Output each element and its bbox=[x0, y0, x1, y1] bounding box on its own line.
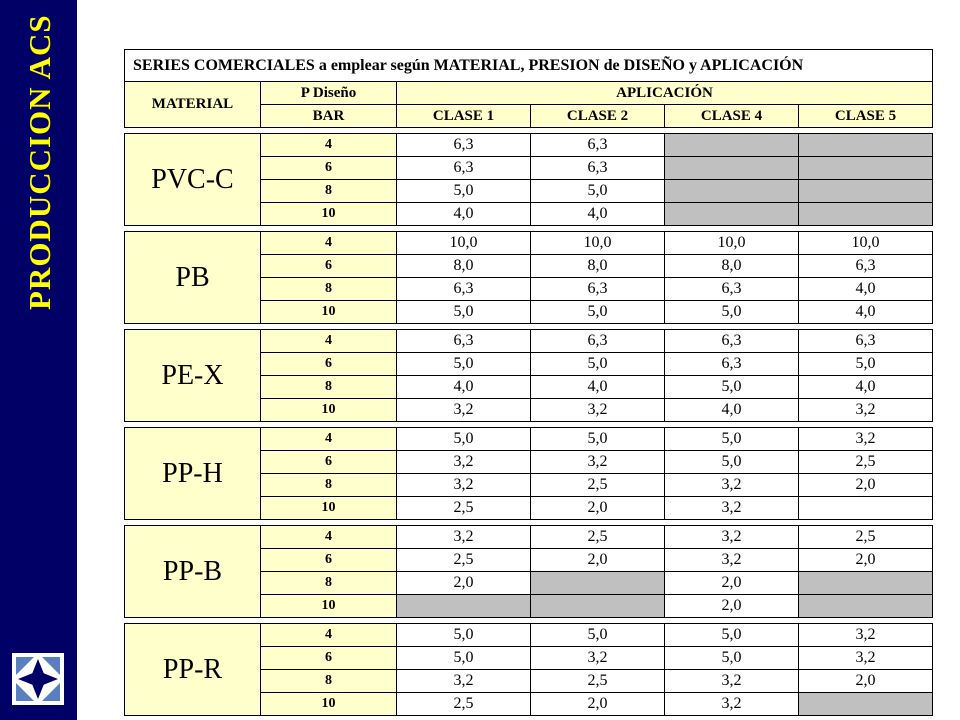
series-value-cell: 8,0 bbox=[531, 255, 665, 278]
pressure-cell: 10 bbox=[261, 399, 397, 422]
not-applicable-cell bbox=[665, 134, 799, 157]
series-value-cell: 5,0 bbox=[397, 180, 531, 203]
pressure-cell: 4 bbox=[261, 330, 397, 353]
series-value-cell: 5,0 bbox=[531, 428, 665, 451]
series-value-cell: 5,0 bbox=[665, 451, 799, 474]
series-value-cell: 5,0 bbox=[397, 301, 531, 324]
not-applicable-cell bbox=[397, 595, 531, 618]
series-value-cell: 2,0 bbox=[531, 693, 665, 716]
series-value-cell bbox=[799, 497, 933, 520]
header-p-diseno: P Diseño bbox=[261, 82, 397, 105]
series-value-cell: 2,0 bbox=[665, 595, 799, 618]
header-clase-1: CLASE 1 bbox=[397, 105, 531, 128]
series-value-cell: 5,0 bbox=[665, 376, 799, 399]
table-row bbox=[125, 232, 933, 255]
pressure-cell: 8 bbox=[261, 376, 397, 399]
series-value-cell: 3,2 bbox=[531, 647, 665, 670]
series-value-cell: 2,0 bbox=[799, 549, 933, 572]
series-value-cell: 5,0 bbox=[397, 353, 531, 376]
series-value-cell: 5,0 bbox=[531, 353, 665, 376]
header-clase-2: CLASE 2 bbox=[531, 105, 665, 128]
pressure-cell: 10 bbox=[261, 595, 397, 618]
series-value-cell: 2,5 bbox=[397, 549, 531, 572]
pressure-cell: 8 bbox=[261, 670, 397, 693]
table-row bbox=[125, 428, 933, 451]
series-value-cell: 4,0 bbox=[665, 399, 799, 422]
series-value-cell: 5,0 bbox=[665, 647, 799, 670]
series-value-cell: 3,2 bbox=[799, 647, 933, 670]
pressure-cell: 10 bbox=[261, 693, 397, 716]
series-value-cell: 6,3 bbox=[397, 157, 531, 180]
material-cell: PVC-C bbox=[125, 134, 261, 226]
series-value-cell: 10,0 bbox=[799, 232, 933, 255]
series-value-cell: 5,0 bbox=[531, 180, 665, 203]
series-value-cell: 6,3 bbox=[799, 330, 933, 353]
series-value-cell: 6,3 bbox=[531, 278, 665, 301]
pressure-cell: 6 bbox=[261, 647, 397, 670]
header-clase-4: CLASE 4 bbox=[665, 105, 799, 128]
series-value-cell: 3,2 bbox=[665, 474, 799, 497]
not-applicable-cell bbox=[799, 157, 933, 180]
series-value-cell: 3,2 bbox=[665, 549, 799, 572]
series-value-cell: 6,3 bbox=[397, 134, 531, 157]
pressure-cell: 8 bbox=[261, 278, 397, 301]
series-value-cell: 6,3 bbox=[665, 353, 799, 376]
series-value-cell: 2,5 bbox=[799, 451, 933, 474]
series-value-cell: 2,5 bbox=[531, 474, 665, 497]
pressure-cell: 4 bbox=[261, 526, 397, 549]
series-value-cell: 4,0 bbox=[397, 203, 531, 226]
series-value-cell: 10,0 bbox=[665, 232, 799, 255]
pressure-cell: 4 bbox=[261, 624, 397, 647]
series-value-cell: 5,0 bbox=[397, 647, 531, 670]
series-value-cell: 2,5 bbox=[397, 693, 531, 716]
series-value-cell: 5,0 bbox=[665, 428, 799, 451]
series-value-cell: 5,0 bbox=[665, 301, 799, 324]
not-applicable-cell bbox=[531, 595, 665, 618]
table-row bbox=[125, 134, 933, 157]
series-value-cell: 4,0 bbox=[799, 376, 933, 399]
not-applicable-cell bbox=[531, 572, 665, 595]
material-cell: PB bbox=[125, 232, 261, 324]
series-value-cell: 3,2 bbox=[665, 693, 799, 716]
header-material: MATERIAL bbox=[125, 82, 261, 128]
series-value-cell: 6,3 bbox=[397, 278, 531, 301]
pressure-cell: 8 bbox=[261, 572, 397, 595]
not-applicable-cell bbox=[665, 157, 799, 180]
series-value-cell: 5,0 bbox=[531, 624, 665, 647]
header-aplicacion: APLICACIÓN bbox=[397, 82, 933, 105]
series-value-cell: 3,2 bbox=[531, 451, 665, 474]
series-value-cell: 2,0 bbox=[799, 670, 933, 693]
series-value-cell: 3,2 bbox=[531, 399, 665, 422]
series-value-cell: 3,2 bbox=[397, 526, 531, 549]
series-value-cell: 8,0 bbox=[397, 255, 531, 278]
series-value-cell: 6,3 bbox=[531, 157, 665, 180]
series-value-cell: 4,0 bbox=[397, 376, 531, 399]
series-value-cell: 5,0 bbox=[799, 353, 933, 376]
material-cell: PP-B bbox=[125, 526, 261, 618]
series-value-cell: 10,0 bbox=[531, 232, 665, 255]
vertical-title: PRODUCCION ACS bbox=[22, 14, 57, 310]
not-applicable-cell bbox=[799, 180, 933, 203]
pressure-cell: 4 bbox=[261, 134, 397, 157]
series-value-cell: 4,0 bbox=[799, 278, 933, 301]
pressure-cell: 10 bbox=[261, 497, 397, 520]
material-cell: PE-X bbox=[125, 330, 261, 422]
not-applicable-cell bbox=[799, 203, 933, 226]
pressure-cell: 4 bbox=[261, 428, 397, 451]
series-value-cell: 6,3 bbox=[799, 255, 933, 278]
series-table bbox=[124, 49, 933, 716]
series-value-cell: 2,0 bbox=[799, 474, 933, 497]
series-value-cell: 2,0 bbox=[397, 572, 531, 595]
series-value-cell: 6,3 bbox=[665, 330, 799, 353]
series-value-cell: 2,5 bbox=[799, 526, 933, 549]
pressure-cell: 4 bbox=[261, 232, 397, 255]
series-value-cell: 3,2 bbox=[665, 497, 799, 520]
not-applicable-cell bbox=[665, 180, 799, 203]
not-applicable-cell bbox=[799, 595, 933, 618]
series-value-cell: 3,2 bbox=[799, 624, 933, 647]
material-cell: PP-H bbox=[125, 428, 261, 520]
table-row bbox=[125, 624, 933, 647]
series-value-cell: 2,5 bbox=[397, 497, 531, 520]
series-value-cell: 2,5 bbox=[531, 670, 665, 693]
series-value-cell: 4,0 bbox=[799, 301, 933, 324]
pressure-cell: 6 bbox=[261, 353, 397, 376]
pressure-cell: 6 bbox=[261, 157, 397, 180]
series-value-cell: 3,2 bbox=[799, 399, 933, 422]
header-bar-unit: BAR bbox=[261, 105, 397, 128]
series-value-cell: 3,2 bbox=[397, 451, 531, 474]
sidebar bbox=[0, 0, 77, 720]
table-title: SERIES COMERCIALES a emplear según MATERIAL, PRESION de DISEÑO y APLICACIÓN bbox=[125, 50, 933, 82]
table-row bbox=[125, 526, 933, 549]
series-value-cell: 5,0 bbox=[397, 428, 531, 451]
series-value-cell: 2,0 bbox=[531, 497, 665, 520]
pressure-cell: 10 bbox=[261, 301, 397, 324]
series-value-cell: 6,3 bbox=[397, 330, 531, 353]
series-value-cell: 4,0 bbox=[531, 376, 665, 399]
series-value-cell: 6,3 bbox=[665, 278, 799, 301]
series-value-cell: 3,2 bbox=[397, 474, 531, 497]
series-value-cell: 3,2 bbox=[665, 670, 799, 693]
series-value-cell: 2,0 bbox=[665, 572, 799, 595]
series-value-cell: 6,3 bbox=[531, 134, 665, 157]
table-row bbox=[125, 330, 933, 353]
header-clase-5: CLASE 5 bbox=[799, 105, 933, 128]
not-applicable-cell bbox=[799, 572, 933, 595]
series-value-cell: 2,0 bbox=[531, 549, 665, 572]
series-value-cell: 8,0 bbox=[665, 255, 799, 278]
company-logo-icon bbox=[12, 653, 64, 705]
series-value-cell: 10,0 bbox=[397, 232, 531, 255]
pressure-cell: 8 bbox=[261, 474, 397, 497]
series-value-cell: 3,2 bbox=[665, 526, 799, 549]
series-value-cell: 6,3 bbox=[531, 330, 665, 353]
pressure-cell: 10 bbox=[261, 203, 397, 226]
series-value-cell: 4,0 bbox=[531, 203, 665, 226]
series-value-cell: 2,5 bbox=[531, 526, 665, 549]
not-applicable-cell bbox=[665, 203, 799, 226]
series-value-cell: 3,2 bbox=[397, 670, 531, 693]
series-value-cell: 5,0 bbox=[397, 624, 531, 647]
series-value-cell: 3,2 bbox=[799, 428, 933, 451]
pressure-cell: 6 bbox=[261, 451, 397, 474]
not-applicable-cell bbox=[799, 134, 933, 157]
series-value-cell: 5,0 bbox=[531, 301, 665, 324]
series-value-cell: 3,2 bbox=[397, 399, 531, 422]
pressure-cell: 6 bbox=[261, 255, 397, 278]
material-cell: PP-R bbox=[125, 624, 261, 716]
series-value-cell: 5,0 bbox=[665, 624, 799, 647]
not-applicable-cell bbox=[799, 693, 933, 716]
pressure-cell: 6 bbox=[261, 549, 397, 572]
pressure-cell: 8 bbox=[261, 180, 397, 203]
